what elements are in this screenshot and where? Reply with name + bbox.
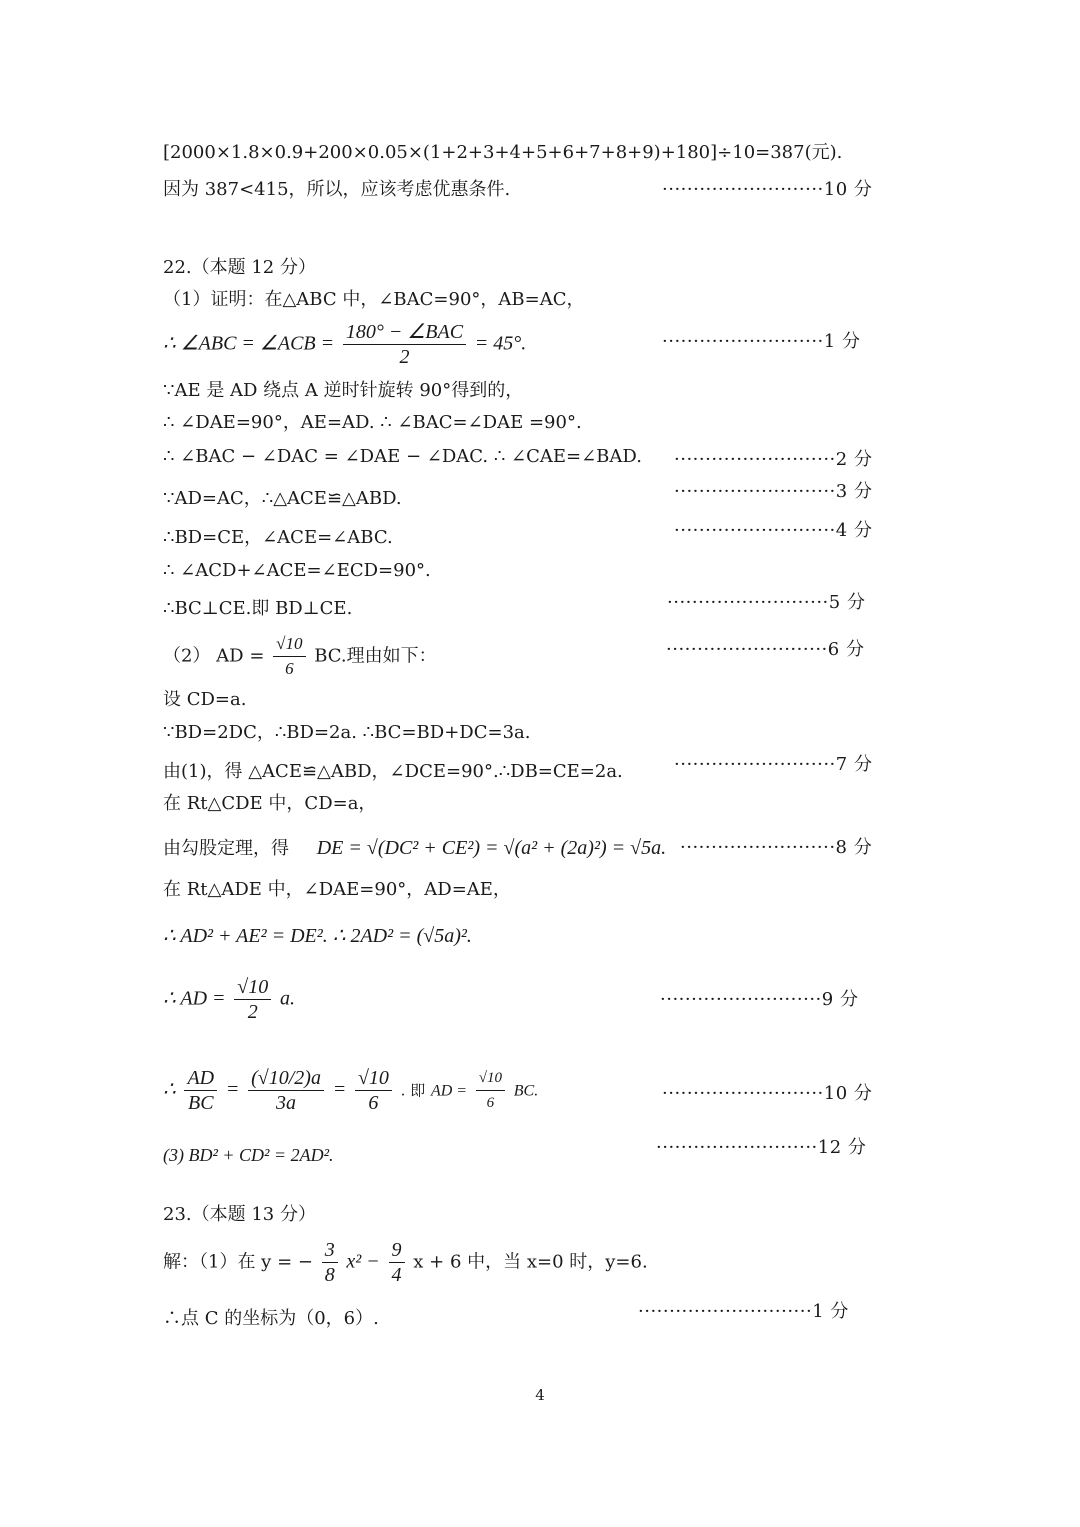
text-line: 因为 387<415，所以，应该考虑优惠条件. xyxy=(163,179,511,200)
text-line: [2000×1.8×0.9+200×0.05×(1+2+3+4+5+6+7+8+9)+180]÷10=387(元). xyxy=(163,142,843,163)
fraction xyxy=(273,632,305,681)
question-heading: 22.（本题 12 分） xyxy=(163,257,316,278)
formula-text: x² − xyxy=(346,1250,380,1273)
score-mark: ··························4 分 xyxy=(674,520,873,541)
formula-line xyxy=(163,836,666,861)
formula-text: x + 6 中，当 x=0 时，y=6. xyxy=(413,1251,648,1273)
fraction-numerator: 180° − ∠BAC xyxy=(343,320,466,345)
fraction xyxy=(248,1066,324,1115)
fraction-numerator: √10 xyxy=(355,1066,392,1091)
formula-text: DE = √(DC² + CE²) = √(a² + (2a)²) = √5a. xyxy=(316,837,667,859)
fraction-denominator: 6 xyxy=(285,659,294,678)
formula-text: . 即 xyxy=(400,1081,426,1100)
formula-text: a. xyxy=(279,987,295,1010)
page-number: 4 xyxy=(535,1386,545,1404)
text-line: （1）证明：在△ABC 中，∠BAC=90°，AB=AC， xyxy=(163,289,585,310)
fraction-denominator: 2 xyxy=(399,346,410,368)
formula-text: ∴ xyxy=(163,1078,176,1101)
text-line: ∴BD=CE，∠ACE=∠ABC. xyxy=(163,527,393,548)
fraction-denominator: 2 xyxy=(247,1001,258,1023)
fraction xyxy=(184,1066,217,1115)
fraction xyxy=(355,1066,392,1115)
formula-line: ∴ AD² + AE² = DE². ∴ 2AD² = (√5a)². xyxy=(163,925,472,947)
score-mark: ··························6 分 xyxy=(666,639,865,660)
fraction-numerator: 3 xyxy=(322,1238,338,1263)
text-line: 在 Rt△CDE 中，CD=a， xyxy=(163,793,377,814)
score-mark: ··························9 分 xyxy=(660,989,859,1010)
formula-text: AD = xyxy=(430,1082,468,1100)
formula-text: BC. xyxy=(513,1082,539,1100)
fraction-denominator: 6 xyxy=(368,1092,379,1114)
formula-line xyxy=(163,320,526,369)
text-line: ∵BD=2DC，∴BD=2a. ∴BC=BD+DC=3a. xyxy=(163,722,531,743)
formula-text: = xyxy=(332,1078,347,1101)
fraction-denominator: BC xyxy=(188,1092,214,1114)
fraction xyxy=(234,975,271,1024)
fraction-denominator: 3a xyxy=(276,1092,297,1114)
formula-text: （2） AD = xyxy=(163,645,265,667)
formula-text: 解：（1）在 y = − xyxy=(163,1251,313,1273)
text-line: 由(1)，得 △ACE≌△ABD，∠DCE=90°.∴DB=CE=2a. xyxy=(163,761,623,782)
score-mark: ··························10 分 xyxy=(662,1083,873,1104)
question-heading: 23.（本题 13 分） xyxy=(163,1204,316,1225)
score-mark: ····························1 分 xyxy=(638,1301,849,1322)
score-mark: ·························8 分 xyxy=(680,837,873,858)
fraction-numerator: AD xyxy=(184,1066,217,1091)
fraction-numerator: √10 xyxy=(234,975,271,1000)
fraction-denominator: 8 xyxy=(324,1264,335,1286)
formula-line xyxy=(163,632,437,681)
score-mark: ··························7 分 xyxy=(674,754,873,775)
fraction-numerator: (√10/2)a xyxy=(248,1066,324,1091)
formula-text: ∴ ∠ABC = ∠ACB = xyxy=(163,332,335,355)
formula-line: (3) BD² + CD² = 2AD². xyxy=(163,1145,334,1165)
text-line: ∴点 C 的坐标为（0，6）. xyxy=(163,1308,379,1329)
fraction-numerator: √10 xyxy=(476,1066,505,1091)
formula-line xyxy=(163,1066,538,1115)
fraction xyxy=(476,1066,505,1115)
score-mark: ··························5 分 xyxy=(667,592,866,613)
formula-text: = xyxy=(225,1078,240,1101)
text-line: ∵AE 是 AD 绕点 A 逆时针旋转 90°得到的， xyxy=(163,380,524,401)
score-mark: ··························3 分 xyxy=(674,481,873,502)
fraction xyxy=(389,1238,405,1287)
score-mark: ··························12 分 xyxy=(656,1137,867,1158)
formula-line xyxy=(163,1238,648,1287)
text-line: ∵AD=AC，∴△ACE≌△ABD. xyxy=(163,488,402,509)
text-line: 在 Rt△ADE 中，∠DAE=90°，AD=AE， xyxy=(163,879,511,900)
formula-line xyxy=(163,975,295,1024)
fraction xyxy=(343,320,466,369)
formula-text: BC.理由如下： xyxy=(314,645,437,667)
score-mark: ··························2 分 xyxy=(674,449,873,470)
fraction-numerator: 9 xyxy=(389,1238,405,1263)
fraction-denominator: 4 xyxy=(391,1264,402,1286)
formula-text: = 45°. xyxy=(474,332,527,355)
text-line: ∴BC⊥CE.即 BD⊥CE. xyxy=(163,598,353,619)
score-mark: ··························1 分 xyxy=(662,331,861,352)
fraction xyxy=(322,1238,338,1287)
text-line: ∴ ∠DAE=90°，AE=AD. ∴ ∠BAC=∠DAE =90°. xyxy=(163,412,582,433)
formula-text: ∴ AD = xyxy=(163,987,226,1010)
formula-text: 由勾股定理，得 xyxy=(163,838,289,859)
text-line: 设 CD=a. xyxy=(163,689,247,710)
score-mark: ··························10 分 xyxy=(662,179,873,200)
text-line: ∴ ∠ACD+∠ACE=∠ECD=90°. xyxy=(163,560,431,581)
fraction-denominator: 6 xyxy=(486,1095,495,1111)
text-line: ∴ ∠BAC − ∠DAC = ∠DAE − ∠DAC. ∴ ∠CAE=∠BAD. xyxy=(163,446,642,467)
fraction-numerator: √10 xyxy=(273,632,305,657)
